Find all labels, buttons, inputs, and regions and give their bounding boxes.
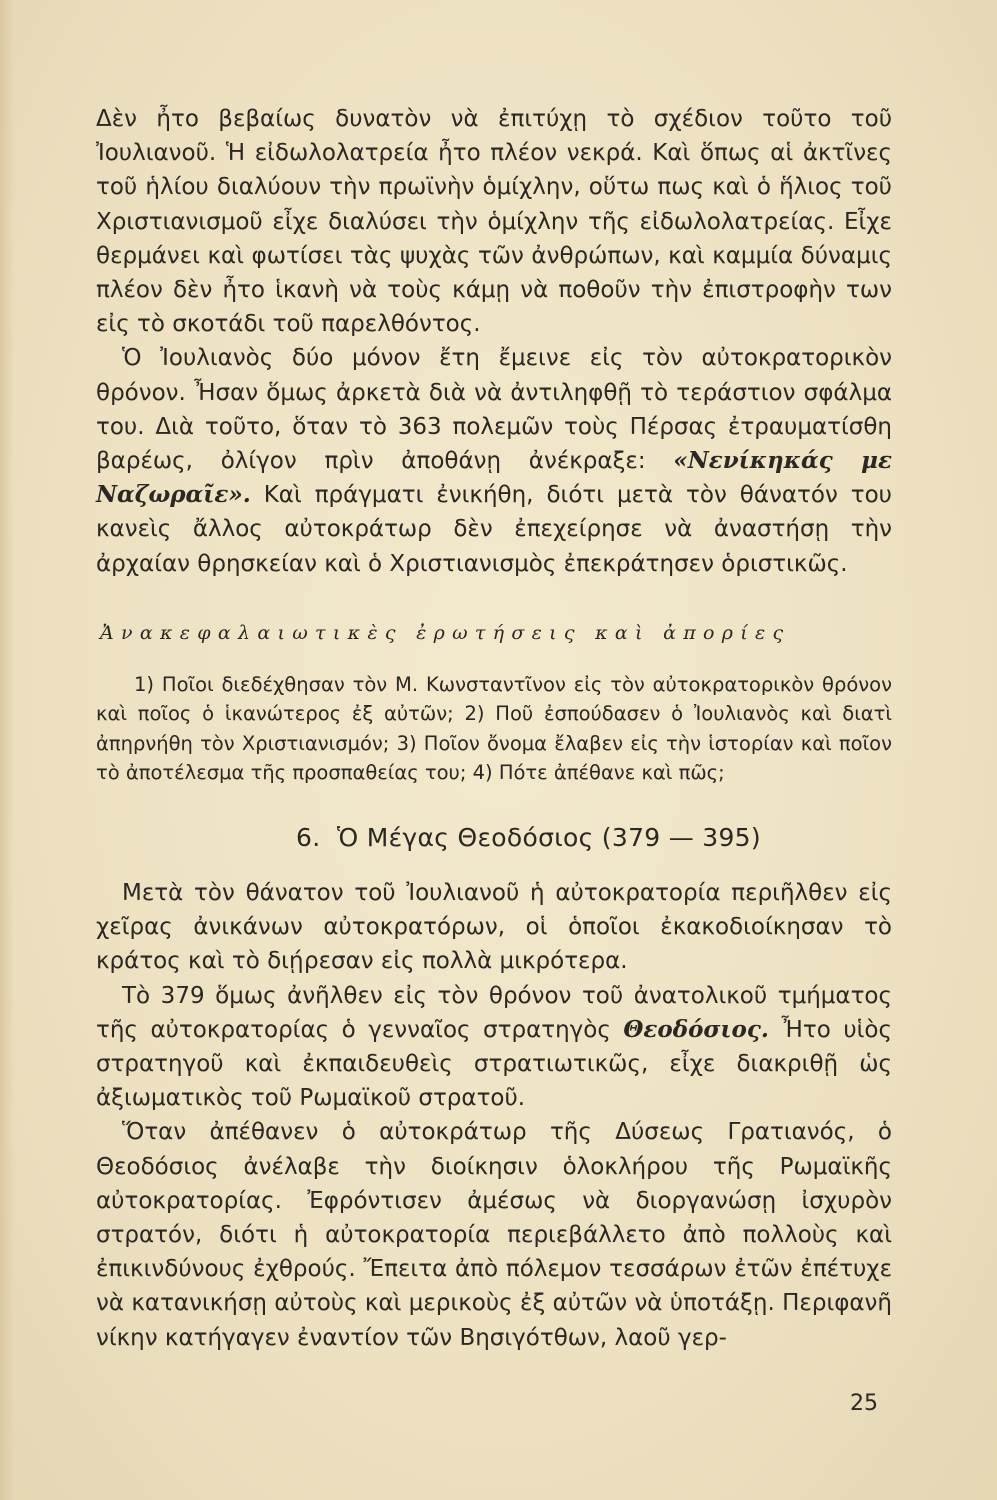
- julian-text-before: Ὁ Ἰουλιανὸς δύο μόνον ἔτη ἔμεινε εἰς τὸν αὐτοκρατορικὸν θρόνον. Ἦσαν ὅμως ἀρκετὰ διὰ νὰ ἀντιληφθῇ τὸ τεράστιον σφάλμα του. Διὰ τοῦτο, ὅταν τὸ 363 πολεμῶν τοὺς Πέρσας ἐτραυματίσθη βαρέως, ὀλίγον πρὶν ἀποθάνῃ ἀνέκραξε:: [96, 345, 892, 475]
- theodosius-paragraph-2: [96, 979, 892, 1116]
- theodosius-p2-before: Τὸ 379 ὅμως ἀνῆλθεν εἰς τὸν θρόνον τοῦ ἀνατολικοῦ τμήματος τῆς αὐτοκρατορίας ὁ γενναῖος στρατηγὸς: [96, 982, 892, 1043]
- page-number: 25: [850, 1391, 878, 1416]
- review-questions: [96, 670, 892, 787]
- page-edge-shadow: [0, 0, 14, 1500]
- julian-paragraph: [96, 341, 892, 580]
- section-intro: [96, 102, 892, 581]
- julian-quote: «Νενίκηκάς με Ναζωραῖε».: [96, 447, 892, 509]
- section-theodosius: [96, 876, 892, 1355]
- theodosius-paragraph-1: Μετὰ τὸν θάνατον τοῦ Ἰουλιανοῦ ἡ αὐτοκρατορία περιῆλθεν εἰς χεῖρας ἀνικάνων αὐτοκρατόρων, οἱ ὁποῖοι ἐκακοδιοίκησαν τὸ κράτος καὶ τὸ διῄρεσαν εἰς πολλὰ μικρότερα.: [96, 880, 892, 975]
- review-questions-text: 1) Ποῖοι διεδέχθησαν τὸν Μ. Κωνσταντῖνον εἰς τὸν αὐτοκρατορικὸν θρόνον καὶ ποῖος ὁ ἱκανώτερος ἐξ αὐτῶν; 2) Ποῦ ἐσπούδασεν ὁ Ἰουλιανὸς καὶ διατὶ ἀπηρνήθη τὸν Χριστιανισμόν; 3) Ποῖον ὄνομα ἔλαβεν εἰς τὴν ἱστορίαν καὶ ποῖον τὸ ἀποτέλεσμα τῆς προσπαθείας του; 4) Πότε ἀπέθανε καὶ πῶς;: [96, 673, 892, 784]
- theodosius-p2-after: Ἦτο υἱὸς στρατηγοῦ καὶ ἐκπαιδευθεὶς στρατιωτικῶς, εἶχε διακριθῇ ὡς ἀξιωματικὸς τοῦ Ρωμαϊκοῦ στρατοῦ.: [96, 1016, 892, 1112]
- theodosius-paragraph-3: Ὅταν ἀπέθανεν ὁ αὐτοκράτωρ τῆς Δύσεως Γρατιανός, ὁ Θεοδόσιος ἀνέλαβε τὴν διοίκησιν ὁλοκλήρου τῆς Ρωμαϊκῆς αὐτοκρατορίας. Ἐφρόντισεν ἀμέσως νὰ διοργανώσῃ ἰσχυρὸν στρατόν, διότι ἡ αὐτοκρατορία περιεβάλλετο ἀπὸ πολλοὺς καὶ ἐπικινδύνους ἐχθρούς. Ἔπειτα ἀπὸ πόλεμον τεσσάρων ἐτῶν ἐπέτυχε νὰ κατανικήσῃ αὐτοὺς καὶ μερικοὺς ἐξ αὐτῶν νὰ ὑποτάξῃ. Περιφανῆ νίκην κατήγαγεν ἐναντίον τῶν Βησιγότθων, λαοῦ γερ-: [96, 1119, 892, 1351]
- theodosius-name: Θεοδόσιος.: [623, 1015, 769, 1043]
- chapter-number: 6.: [296, 823, 321, 852]
- julian-text-after: Καὶ πράγματι ἐνικήθη, διότι μετὰ τὸν θάνατόν του κανεὶς ἄλλος αὐτοκράτωρ δὲν ἐπεχείρησε νὰ ἀναστήσῃ τὴν ἀρχαίαν θρησκείαν καὶ ὁ Χριστιανισμὸς ἐπεκράτησεν ὁριστικῶς.: [96, 482, 892, 577]
- review-questions-heading: Ἀνακεφαλαιωτικὲς ἐρωτήσεις καὶ ἀπορίες: [100, 622, 791, 644]
- intro-paragraph: Δὲν ἦτο βεβαίως δυνατὸν νὰ ἐπιτύχῃ τὸ σχέδιον τοῦτο τοῦ Ἰουλιανοῦ. Ἡ εἰδωλολατρεία ἦτο πλέον νεκρά. Καὶ ὅπως αἱ ἀκτῖνες τοῦ ἡλίου διαλύουν τὴν πρωϊνὴν ὁμίχλην, οὕτω πως καὶ ὁ ἥλιος τοῦ Χριστιανισμοῦ εἶχε διαλύσει τὴν ὁμίχλην τῆς εἰδωλολατρείας. Εἶχε θερμάνει καὶ φωτίσει τὰς ψυχὰς τῶν ἀνθρώπων, καὶ καμμία δύναμις πλέον δὲν ἦτο ἱκανὴ νὰ τοὺς κάμῃ νὰ ποθοῦν τὴν ἐπιστροφὴν των εἰς τὸ σκοτάδι τοῦ παρελθόντος.: [96, 106, 892, 338]
- chapter-heading: [0, 823, 997, 852]
- chapter-title: Ὁ Μέγας Θεοδόσιος (379 — 395): [336, 823, 761, 852]
